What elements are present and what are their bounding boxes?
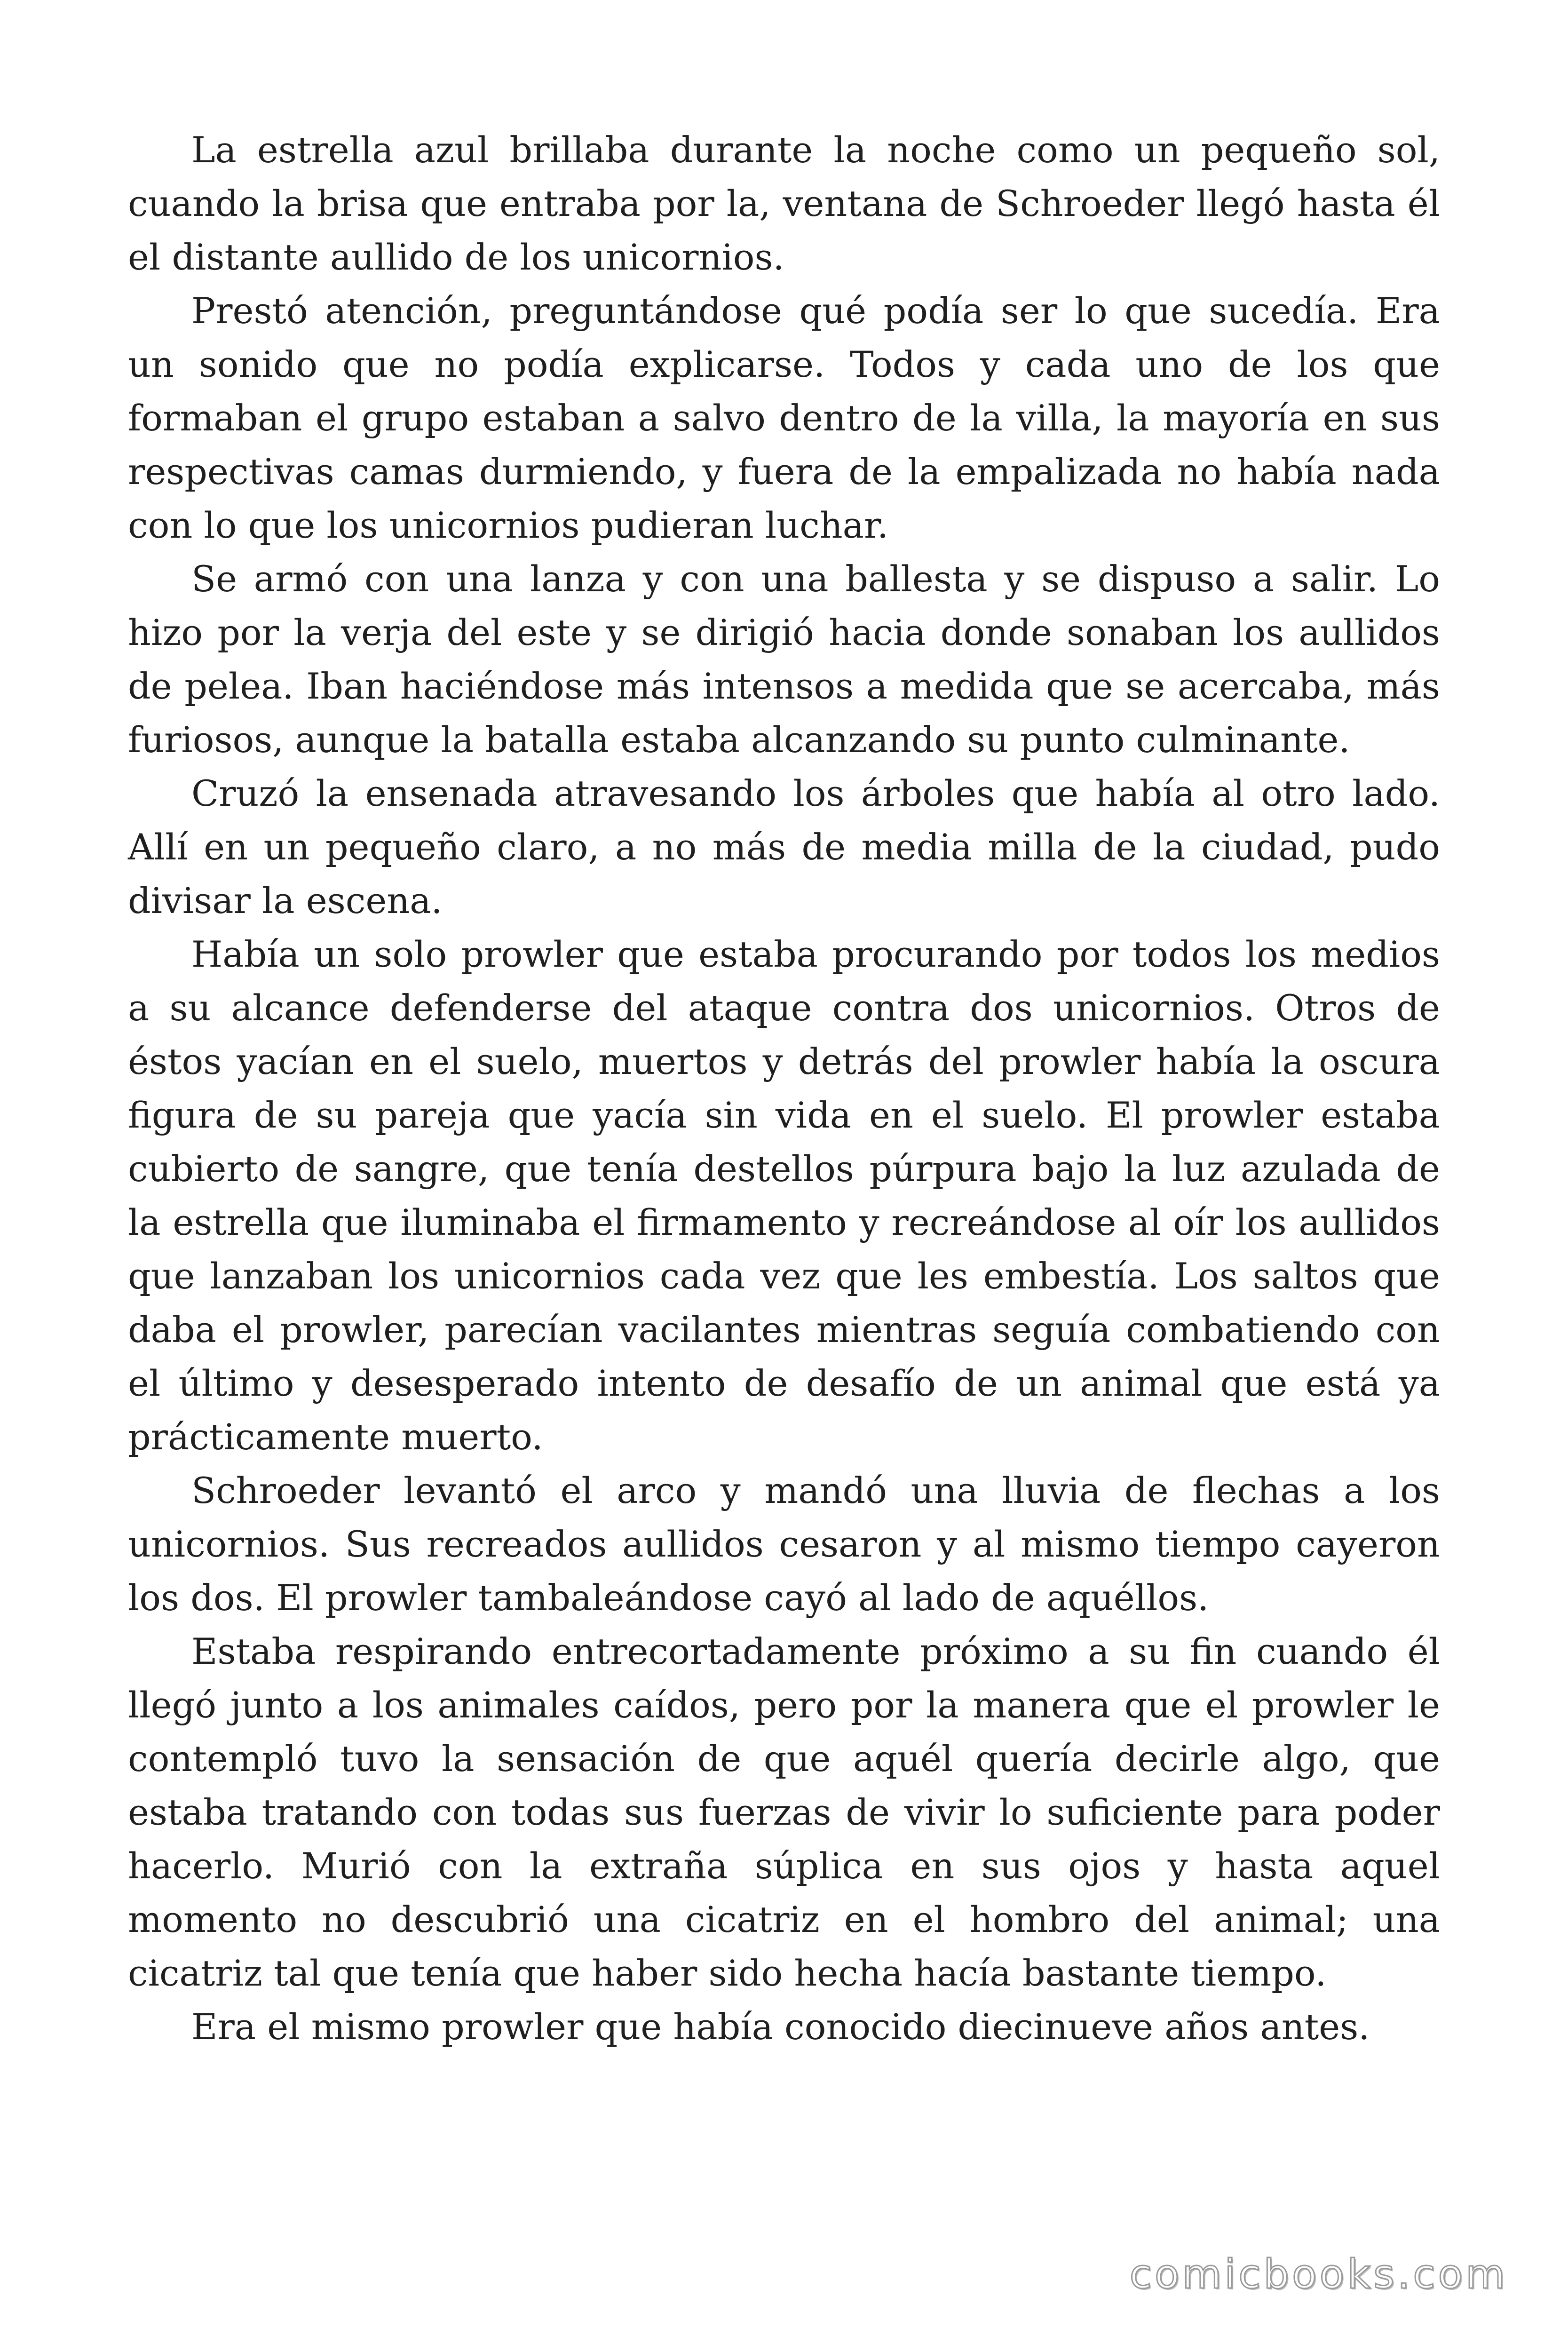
paragraph: Se armó con una lanza y con una ballesta y se dispuso a salir. Lo hizo por la verja del este y se dirigió hacia donde sonaban los aullidos de pelea. Iban haciéndose más intensos a medida que se acercaba, más furiosos, aunque la batalla estaba alcanzando su punto culminante. — [128, 558, 1440, 761]
paragraph: Había un solo prowler que estaba procurando por todos los medios a su alcance defenderse del ataque contra dos unicornios. Otros de éstos yacían en el suelo, muertos y detrás del prowler había la oscura figura de su pareja que yacía sin vida en el suelo. El prowler estaba cubierto de sangre, que tenía destellos púrpura bajo la luz azulada de la estrella que iluminaba el firmamento y recreándose al oír los aullidos que lanzaban los unicornios cada vez que les embestía. Los saltos que daba el prowler, parecían vacilantes mientras seguía combatiendo con el último y desesperado intento de desafío de un animal que está ya prácticamente muerto. — [128, 933, 1440, 1458]
page-body — [128, 123, 1440, 2054]
paragraph: Estaba respirando entrecortadamente próximo a su fin cuando él llegó junto a los animales caídos, pero por la manera que el prowler le contempló tuvo la sensación de que aquél quería decirle algo, que estaba tratando con todas sus fuerzas de vivir lo suficiente para poder hacerlo. Murió con la extraña súplica en sus ojos y hasta aquel momento no descubrió una cicatriz en el hombro del animal; una cicatriz tal que tenía que haber sido hecha hacía bastante tiempo. — [128, 1630, 1440, 1994]
paragraph: Era el mismo prowler que había conocido diecinueve años antes. — [191, 2006, 1370, 2048]
watermark-logo: comicbooks.com — [1129, 2251, 1508, 2298]
paragraph: Prestó atención, preguntándose qué podía ser lo que sucedía. Era un sonido que no podía explicarse. Todos y cada uno de los que formaban el grupo estaban a salvo dentro de la villa, la mayoría en sus respectivas camas durmiendo, y fuera de la empalizada no había nada con lo que los unicornios pudieran luchar. — [128, 290, 1440, 546]
paragraph: Schroeder levantó el arco y mandó una lluvia de flechas a los unicornios. Sus recreados aullidos cesaron y al mismo tiempo cayeron los dos. El prowler tambaleándose cayó al lado de aquéllos. — [128, 1470, 1440, 1619]
paragraph: Cruzó la ensenada atravesando los árboles que había al otro lado. Allí en un pequeño claro, a no más de media milla de la ciudad, pudo divisar la escena. — [128, 772, 1440, 922]
paragraph: La estrella azul brillaba durante la noche como un pequeño sol, cuando la brisa que entraba por la, ventana de Schroeder llegó hasta él el distante aullido de los unicornios. — [128, 129, 1440, 278]
